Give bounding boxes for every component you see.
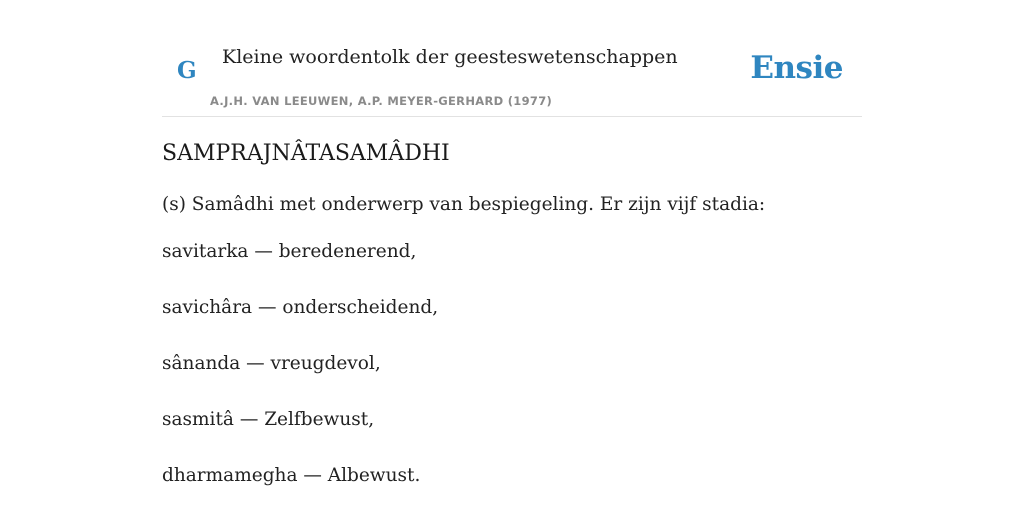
stage-item: savichâra — onderscheidend, xyxy=(162,297,439,318)
entry-title: SAMPRAJNÂTASAMÂDHI xyxy=(162,141,450,166)
book-logo-icon[interactable]: G xyxy=(177,57,197,84)
page-header xyxy=(162,0,862,117)
site-logo[interactable]: Ensie xyxy=(750,50,843,86)
book-title[interactable]: Kleine woordentolk der geesteswetenschappen xyxy=(222,46,678,68)
stage-item: savitarka — beredenerend, xyxy=(162,241,417,262)
book-authors: A.J.H. VAN LEEUWEN, A.P. MEYER-GERHARD (1977) xyxy=(210,94,553,108)
stage-item: dharmamegha — Albewust. xyxy=(162,465,421,486)
stage-item: sasmitâ — Zelfbewust, xyxy=(162,409,375,430)
entry-intro: (s) Samâdhi met onderwerp van bespiegeling. Er zijn vijf stadia: xyxy=(162,194,766,215)
stage-item: sânanda — vreugdevol, xyxy=(162,353,381,374)
